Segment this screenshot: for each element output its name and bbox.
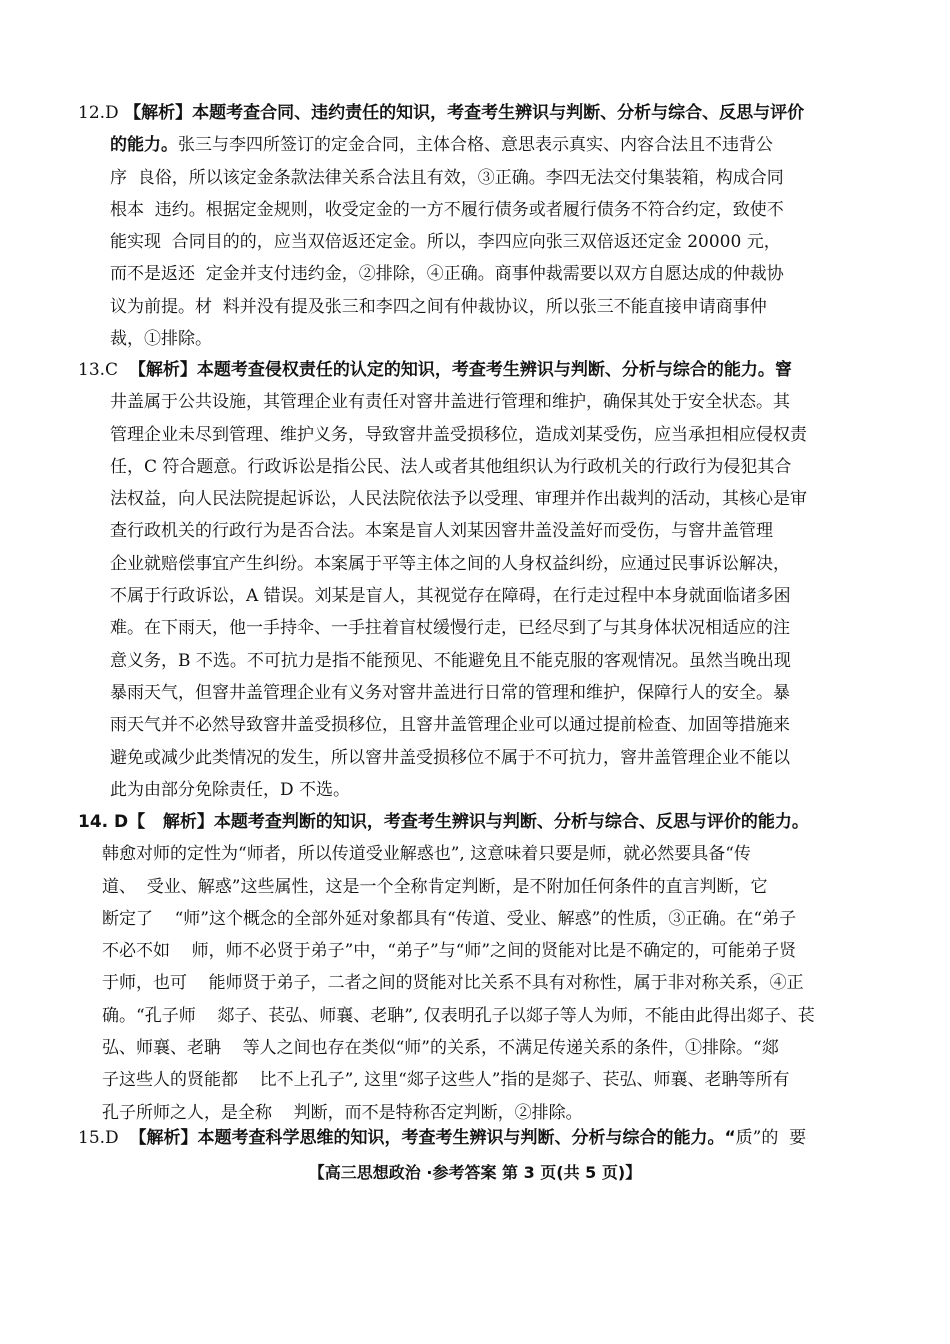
analysis-tag: 【 解析】 [128,812,214,832]
question-number: 14. D [78,812,129,832]
text-line: 意义务，B 不选。不可抗力是指不能预见、不能避免且不能克服的客观情况。虽然当晚出现 [110,650,791,671]
question-13 [78,354,868,806]
question-15 [78,1122,868,1154]
question-intro: 本题考查合同、违约责任的知识，考查考生辨识与判断、分析与综合、反思与评价 [192,103,805,123]
question-13-header [78,354,868,386]
question-intro: 本题考查判断的知识，考查考生辨识与判断、分析与综合、反思与评价的能力。 [213,812,809,832]
question-tail: 质”的 要 [735,1128,807,1148]
text-line: 能实现 合同目的的，应当双倍返还定金。所以，李四应向张三双倍返还定金 20000 元， [110,232,781,253]
text-line: 于师，也可 能师贤于弟子，二者之间的贤能对比关系不具有对称性，属于非对称关系，④正 [102,973,804,994]
text-line: 避免或减少此类情况的发生，所以窨井盖受损移位不属于不可抗力，窨井盖管理企业不能以 [110,747,790,768]
text-line: 企业就赔偿事宜产生纠纷。本案属于平等主体之间的人身权益纠纷，应通过民事诉讼解决， [110,553,790,574]
question-intro: 本题考查科学思维的知识，考查考生辨识与判断、分析与综合的能力。“ [197,1128,736,1148]
text-line: 井盖属于公共设施，其管理企业有责任对窨井盖进行管理和维护，确保其处于安全状态。其 [110,392,790,413]
text-line: 子这些人的贤能都 比不上孔子”, 这里“郯子这些人”指的是郯子、苌弘、师襄、老聃等所有 [102,1070,790,1091]
text-line: 而不是返还 定金并支付违约金，②排除，④正确。商事仲裁需要以双方自愿达成的仲裁协 [110,264,784,285]
question-12 [78,97,868,355]
text-line: 任，C 符合题意。行政诉讼是指公民、法人或者其他组织认为行政机关的行政行为侵犯其合 [110,456,792,477]
question-intro: 本题考查侵权责任的认定的知识，考查考生辨识与判断、分析与综合的能力。窨 [196,360,792,380]
text-line: 根本 违约。根据定金规则，收受定金的一方不履行债务或者履行债务不符合约定，致使不 [110,199,784,220]
question-14 [78,806,868,1129]
text-line: 难。在下雨天，他一手持伞、一手拄着盲杖缓慢行走，已经尽到了与其身体状况相适应的注 [110,618,790,639]
question-14-header [78,806,868,838]
analysis-tag: 【解析】 [128,360,197,380]
text-line: 暴雨天气，但窨井盖管理企业有义务对窨井盖进行日常的管理和维护，保障行人的安全。暴 [110,682,790,703]
text-line: 的能力。张三与李四所签订的定金合同，主体合格、意思表示真实、内容合法且不违背公 [110,135,773,156]
text-line: 管理企业未尽到管理、维护义务，导致窨井盖受损移位，造成刘某受伤，应当承担相应侵权责 [110,424,807,445]
text-line: 查行政机关的行政行为是否合法。本案是盲人刘某因窨井盖没盖好而受伤，与窨井盖管理 [110,521,773,542]
text-line: 孔子所师之人，是全称 判断，而不是特称否定判断，②排除。 [102,1102,583,1123]
text-line: 法权益，向人民法院提起诉讼，人民法院依法予以受理、审理并作出裁判的活动，其核心是审 [110,489,807,510]
question-number: 12.D [78,103,119,123]
question-15-header [78,1122,868,1154]
text-line: 序 良俗，所以该定金条款法律关系合法且有效，③正确。李四无法交付集装箱，构成合同 [110,167,784,188]
text-line: 雨天气并不必然导致窨井盖受损移位，且窨井盖管理企业可以通过提前检查、加固等措施来 [110,715,790,736]
analysis-tag: 【解析】 [129,1128,198,1148]
question-12-header [78,97,868,129]
text-line: 此为由部分免除责任，D 不选。 [110,779,351,800]
text-line: 裁，①排除。 [110,329,212,350]
text-line: 确。“孔子师 郯子、苌弘、师襄、老聃”, 仅表明孔子以郯子等人为师，不能由此得出郯子、苌 [102,1005,815,1026]
text-line: 不必不如 师，师不必贤于弟子”中，“弟子”与“师”之间的贤能对比是不确定的，可能弟子贤 [102,941,797,962]
analysis-tag: 【解析】 [124,103,193,123]
question-number: 13.C [78,360,119,380]
text-line: 不属于行政诉讼，A 错误。刘某是盲人，其视觉存在障碍，在行走过程中本身就面临诸多困 [110,586,791,607]
page-footer: 【高三思想政治 ·参考答案 第 3 页(共 5 页)】 [308,1163,642,1182]
text-line: 断定了 “师”这个概念的全部外延对象都具有“传道、受业、解惑”的性质，③正确。在“弟子 [102,908,797,929]
text-line: 韩愈对师的定性为“师者，所以传道受业解惑也”, 这意味着只要是师，就必然要具备“传 [102,844,751,865]
text-line: 议为前提。材 料并没有提及张三和李四之间有仲裁协议，所以张三不能直接申请商事仲 [110,296,767,317]
text-line: 弘、师襄、老聃 等人之间也存在类似“师”的关系，不满足传递关系的条件，①排除。“郯 [102,1038,779,1059]
text-line: 道、 受业、解惑”这些属性，这是一个全称肯定判断，是不附加任何条件的直言判断，它 [102,876,768,897]
question-number: 15.D [78,1128,119,1148]
